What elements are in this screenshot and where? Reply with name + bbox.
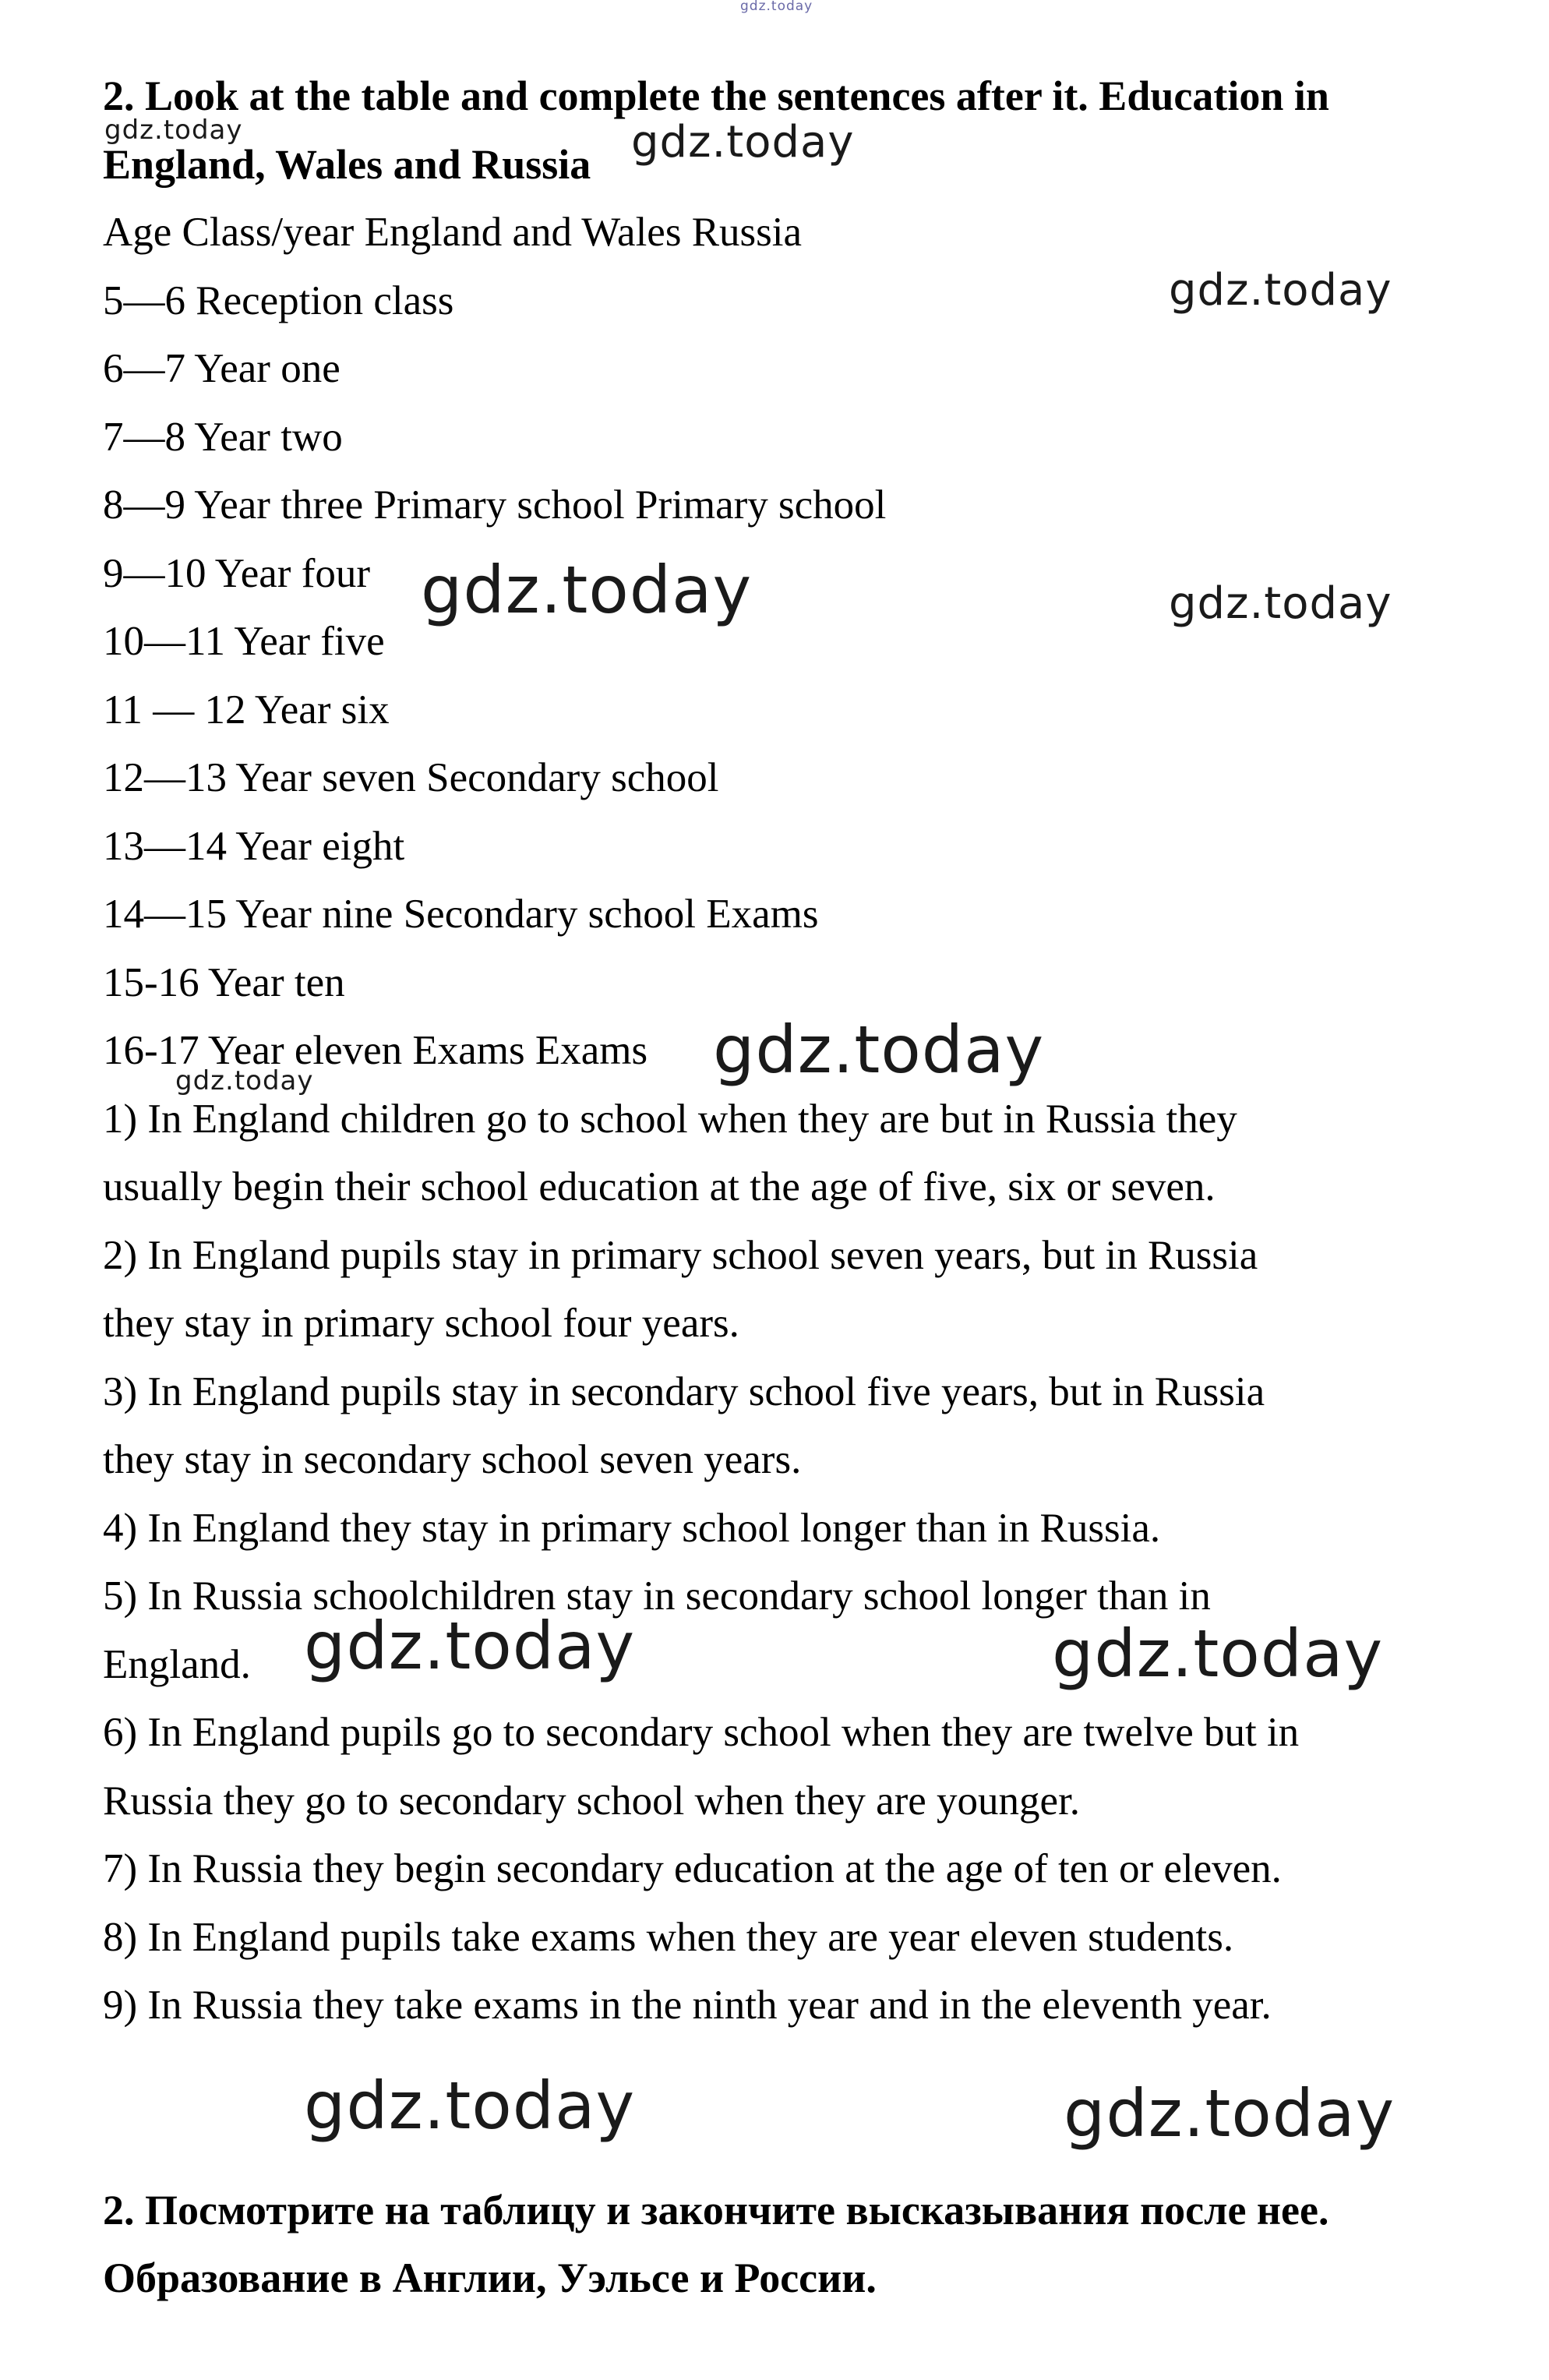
watermark: gdz.today bbox=[631, 117, 855, 168]
answer-line: 8) In England pupils take exams when they are year eleven students. bbox=[103, 1914, 1234, 1960]
russian-title-line-1: 2. Посмотрите на таблицу и закончите высказывания после нее. bbox=[103, 2186, 1329, 2233]
answer-line: Russia they go to secondary school when they are younger. bbox=[103, 1778, 1081, 1824]
exercise-title-line-1: 2. Look at the table and complete the sentences after it. Education in bbox=[103, 72, 1329, 119]
answer-line: 6) In England pupils go to secondary school when they are twelve but in bbox=[103, 1710, 1300, 1755]
answer-line: usually begin their school education at the age of five, six or seven. bbox=[103, 1164, 1216, 1209]
answer-line: England. bbox=[103, 1641, 251, 1687]
watermark: gdz.today bbox=[175, 1065, 314, 1096]
table-line: 10—11 Year five bbox=[103, 619, 385, 664]
table-line: 5—6 Reception class bbox=[103, 277, 454, 323]
watermark: gdz.today bbox=[304, 1608, 636, 1684]
answer-line: 7) In Russia they begin secondary education at the age of ten or eleven. bbox=[103, 1846, 1282, 1891]
table-line: 14—15 Year nine Secondary school Exams bbox=[103, 892, 819, 937]
watermark: gdz.today bbox=[713, 1012, 1045, 1088]
watermark: gdz.today bbox=[104, 115, 243, 146]
watermark: gdz.today bbox=[1064, 2075, 1396, 2152]
document-body bbox=[103, 62, 1490, 2313]
table-line: 13—14 Year eight bbox=[103, 823, 405, 869]
watermark: gdz.today bbox=[421, 552, 753, 628]
watermark-top: gdz.today bbox=[740, 0, 813, 14]
watermark: gdz.today bbox=[304, 2067, 636, 2144]
table-line: 12—13 Year seven Secondary school bbox=[103, 755, 719, 800]
table-line: 15-16 Year ten bbox=[103, 959, 345, 1005]
table-line: 7—8 Year two bbox=[103, 414, 343, 460]
exercise-title-line-2: England, Wales and Russia bbox=[103, 140, 591, 188]
watermark: gdz.today bbox=[1052, 1616, 1384, 1692]
answer-line: 1) In England children go to school when they are but in Russia they bbox=[103, 1096, 1237, 1142]
answer-line: 5) In Russia schoolchildren stay in secondary school longer than in bbox=[103, 1573, 1211, 1619]
table-line: 9—10 Year four bbox=[103, 550, 370, 596]
answer-line: they stay in secondary school seven years. bbox=[103, 1437, 802, 1482]
answer-line: 2) In England pupils stay in primary school seven years, but in Russia bbox=[103, 1232, 1258, 1278]
answer-line: they stay in primary school four years. bbox=[103, 1301, 739, 1346]
russian-title-line-2: Образование в Англии, Уэльсе и России. bbox=[103, 2255, 877, 2301]
table-line: 11 — 12 Year six bbox=[103, 687, 390, 733]
answer-line: 9) In Russia they take exams in the ninth year and in the eleventh year. bbox=[103, 1983, 1272, 2028]
answer-line: 4) In England they stay in primary school longer than in Russia. bbox=[103, 1505, 1161, 1551]
watermark: gdz.today bbox=[1169, 578, 1392, 629]
table-line: 16-17 Year eleven Exams Exams bbox=[103, 1028, 648, 1073]
table-line: 6—7 Year one bbox=[103, 346, 340, 391]
answer-line: 3) In England pupils stay in secondary school five years, but in Russia bbox=[103, 1368, 1265, 1414]
table-line: 8—9 Year three Primary school Primary school bbox=[103, 482, 887, 528]
watermark: gdz.today bbox=[1169, 265, 1392, 316]
table-header-line: Age Class/year England and Wales Russia bbox=[103, 210, 803, 255]
